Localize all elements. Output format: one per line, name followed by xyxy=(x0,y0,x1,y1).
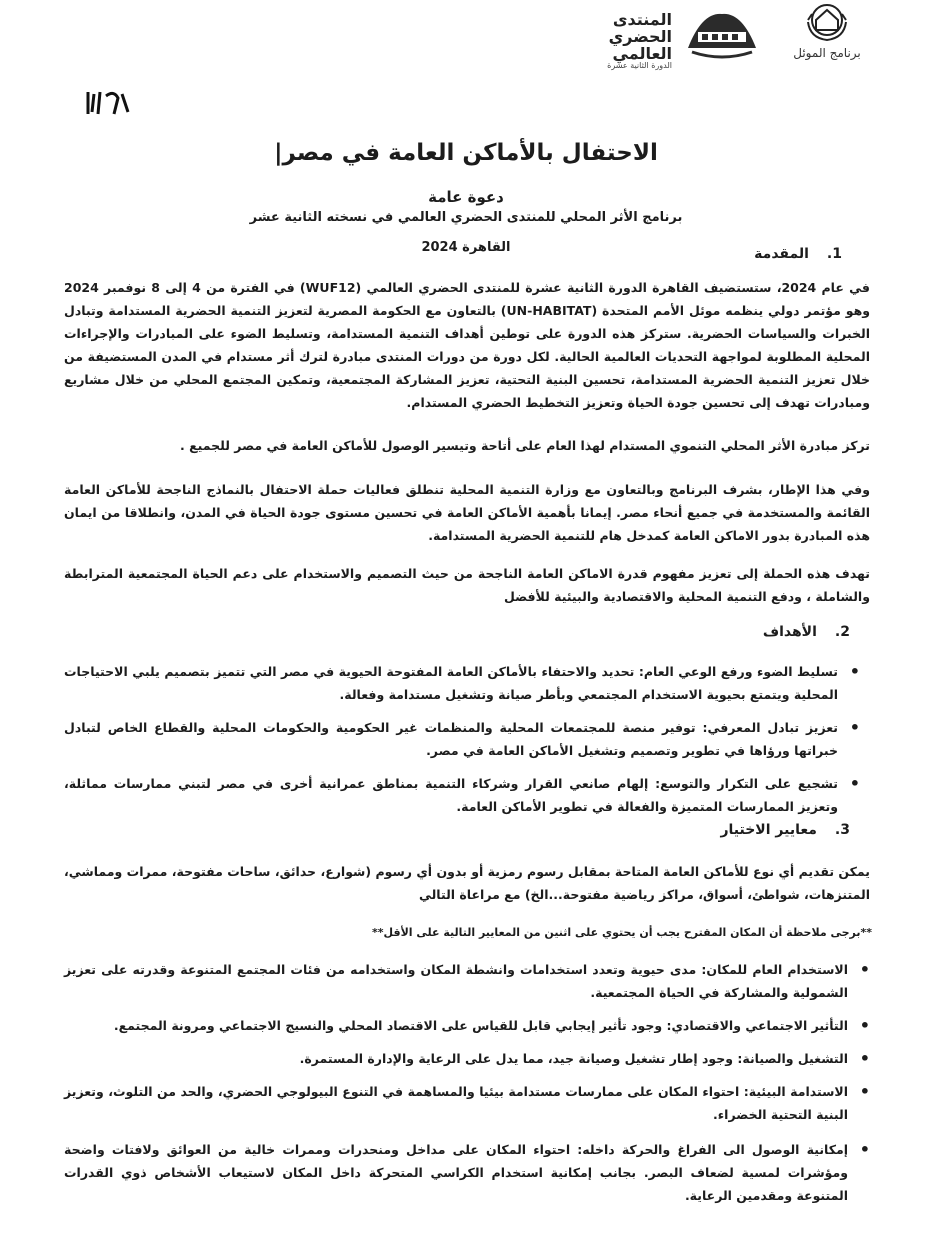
criteria-intro-paragraph: يمكن تقديم أي نوع للأماكن العامة المتاحة بمقابل رسوم رمزية أو بدون أي رسوم (شوارع، حدائق، ساحات مفتوحة، ممرات ومماشي، المتنزهات، شواطئ، أسواق، مراكز رياضية مفتوحة...الخ) مع مراعاة التالي xyxy=(64,864,870,902)
intro-paragraph-4: تهدف هذه الحملة إلى تعزيز مفهوم قدرة الاماكن العامة الناجحة من حيث التصميم والاستخدام على دعم الحياة المجتمعية المترابطة والشاملة ، ودفع التنمية المحلية والاقتصادية والبيئية للأفضل xyxy=(64,566,870,604)
criterion-text: احتواء المكان على مداخل ومنحدرات وممرات خالية من العوائق ولافتات واضحة ومؤشرات لمسية لضعاف البصر. بجانب إمكانية استخدام الكراسي المتحركة داخل المكان لاستيعاب الأشخاص ذوي القدرات المتنوعة ومقدمين الرعاية. xyxy=(64,1142,848,1203)
intro-paragraph-3: وفي هذا الإطار، بشرف البرنامج وبالتعاون مع وزارة التنمية المحلية تنطلق فعاليات حملة الاحتفال بالنماذج الناجحة للأماكن العامة القائمة والمستخدمة في جميع أنحاء مصر. إيمانا بأهمية الأماكن العامة في تحسين مستوى جودة الحياة في المدن، وانطلاقا من ايمان هذه المبادرة بدور الاماكن العامة كمدخل هام للتنمية الحضرية المستدامة. xyxy=(64,482,870,543)
city-year: القاهرة 2024 xyxy=(421,240,511,255)
section-heading-intro xyxy=(754,246,842,262)
goal-text: تحديد والاحتفاء بالأماكن العامة المفتوحة الحيوية في مصر التي تتميز بتصميم يلبي الاحتياجات المحلية ويتمتع بحيوية الاستخدام المجتمعي وبأطر صيانة وتشغيل مستدامة وفعالة. xyxy=(64,664,838,702)
list-item xyxy=(64,716,864,762)
criterion-lead: التشغيل والصيانة: xyxy=(737,1051,848,1066)
forum-logo-line-3: العالمي xyxy=(612,43,672,63)
intro-paragraph-2: تركز مبادرة الأثر المحلي التنموي المستدام لهذا العام على أتاحة وتيسير الوصول للأماكن العامة في مصر للجميع . xyxy=(180,438,870,453)
section-heading-criteria xyxy=(720,822,850,838)
criteria-note: **برجى ملاحظة أن المكان المقترح يجب أن يحتوي على اثنين من المعايير التالية على الأقل** xyxy=(372,926,872,939)
forum-logo-line-2: الحضري xyxy=(608,26,672,46)
criterion-lead: الاستدامة البيئية: xyxy=(743,1084,848,1099)
goals-list xyxy=(64,660,864,828)
un-habitat-logo xyxy=(782,0,872,70)
criteria-list xyxy=(64,958,874,1217)
forum-logo-line-1: المنتدى xyxy=(612,10,672,29)
section-label: المقدمة xyxy=(754,246,809,262)
goal-lead: تعزيز تبادل المعرفي: xyxy=(702,720,838,735)
goal-text: إلهام صانعي القرار وشركاء التنمية بمناطق عمرانية أخرى في مصر لتبني ممارسات مماثلة، وتعزيز الممارسات المتميزة والفعالة في تطوير الأماكن العامة. xyxy=(64,776,838,814)
handwritten-mark-icon xyxy=(84,88,132,118)
list-item xyxy=(64,1138,874,1207)
intro-paragraph-1: في عام 2024، ستستضيف القاهرة الدورة الثانية عشرة للمنتدى الحضري العالمي (WUF12) في الفترة من 4 إلى 8 نوفمبر 2024 وهو مؤتمر دولي ينظمه موئل الأمم المتحدة (UN-HABITAT) بالتعاون مع الحكومة المصرية لتعزيز التنمية الحضرية المستدامة وتبادل الخبرات والسياسات الحضرية. ستركز هذه الدورة على توطين أهداف التنمية المستدامة، وتسليط الضوء على المبادرات والإجراءات المحلية المطلوبة لمواجهة التحديات العالمية الحالية. لكل دورة من دورات المنتدى مبادرة لترك أثر مستدام في المدن المستضيفة من خلال تعزيز التنمية الحضرية المستدامة، تحسين البنية التحتية، تعزيز المشاركة المجتمعية، وتمكين المجتمع المحلي من خلال مشاريع ومبادرات تهدف إلى تحسين جودة الحياة وتعزيز التخطيط الحضري المستدام. xyxy=(64,280,871,410)
page-subtitle: دعوة عامة xyxy=(428,188,504,206)
list-item xyxy=(64,958,874,1004)
section-label: معايير الاختيار xyxy=(720,822,817,838)
criterion-text: احتواء المكان على ممارسات مستدامة بيئيا والمساهمة في التنوع البيولوجي الحضري، والحد من التلوث، وتعزيز البنية التحتية الخضراء. xyxy=(64,1084,848,1122)
list-item xyxy=(64,1047,874,1070)
criterion-lead: إمكانية الوصول الى الفراغ والحركة داخله: xyxy=(577,1142,848,1157)
un-habitat-caption: برنامج الموئل xyxy=(793,46,861,60)
section-number: 2. xyxy=(834,624,850,640)
list-item xyxy=(64,1080,874,1126)
forum-logo xyxy=(562,12,672,71)
criterion-lead: الاستخدام العام للمكان: xyxy=(701,962,849,977)
criterion-text: مدى حيوية وتعدد استخدامات وانشطة المكان واستخدامه من فئات المجتمع المتنوعة وقدرته على تعزيز الشمولية والمشاركة في الحياة المجتمعية. xyxy=(64,962,848,1000)
section-number: 3. xyxy=(834,822,850,838)
wuf-emblem-icon xyxy=(682,6,762,66)
list-item xyxy=(64,660,864,706)
forum-logo-small: الدورة الثانية عشرة xyxy=(607,61,672,71)
goal-lead: تسليط الضوء ورفع الوعي العام: xyxy=(638,664,838,679)
criterion-text: وجود إطار تشغيل وصيانة جيد، مما يدل على الرعاية والإدارة المستمرة. xyxy=(299,1051,738,1066)
program-line: برنامج الأثر المحلي للمنتدى الحضري العالمي في نسخته الثانية عشر xyxy=(249,210,683,225)
goal-lead: تشجيع على التكرار والتوسع: xyxy=(655,776,838,791)
header-logos xyxy=(542,0,872,100)
list-item xyxy=(64,1014,874,1037)
un-emblem-icon xyxy=(802,0,852,44)
page-title: الاحتفال بالأماكن العامة في مصر| xyxy=(274,140,658,166)
criterion-text: وجود تأثير إيجابي قابل للقياس على الاقتصاد المحلي والنسيج الاجتماعي ومرونة المجتمع. xyxy=(113,1018,667,1033)
section-number: 1. xyxy=(826,246,842,262)
criterion-lead: التأثير الاجتماعي والاقتصادي: xyxy=(666,1018,848,1033)
wuf-logo xyxy=(682,6,762,66)
section-heading-goals xyxy=(763,624,850,640)
list-item xyxy=(64,772,864,818)
section-label: الأهداف xyxy=(762,624,817,640)
goal-text: توفير منصة للمجتمعات المحلية والمنظمات غير الحكومية والحكومات المحلية والقطاع الخاص لتبادل خبراتها ورؤاها في تطوير وتصميم وتشغيل الأماكن العامة في مصر. xyxy=(64,720,838,758)
